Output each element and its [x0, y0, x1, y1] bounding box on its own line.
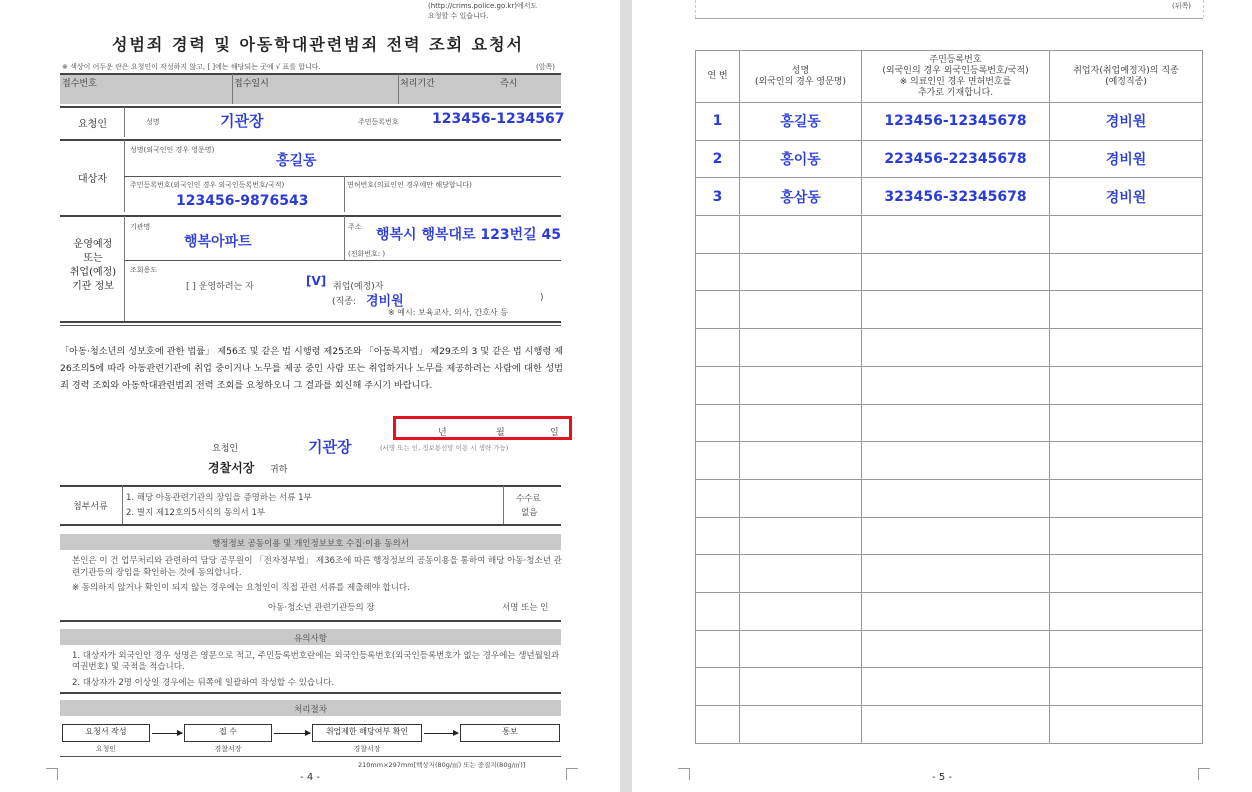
header-note: (http://crims.police.go.kr)에서도 요청할 수 있습니다.	[428, 2, 538, 20]
receipt-date-label: 접수일시	[234, 79, 269, 89]
sign-requester-label: 요청인	[212, 444, 239, 454]
row-name[interactable]: 홍이동	[740, 140, 862, 178]
consent-sign-label: 아동·청소년 관련기관등의 장	[268, 603, 375, 613]
receipt-no-label: 접수번호	[62, 79, 97, 89]
address[interactable]: 행복시 행복대로 123번길 45	[376, 227, 562, 243]
row-rrn[interactable]: 223456-22345678	[862, 140, 1050, 178]
subject-name-label: 성명(외국인인 경우 영문명)	[130, 146, 215, 154]
license-label: 면허번호(의료인인 경우에만 해당합니다)	[347, 181, 472, 189]
phone-label: (전화번호: )	[348, 250, 386, 258]
row-seq[interactable]: 1	[696, 103, 740, 141]
requester-rrn[interactable]: 123456-1234567	[432, 111, 565, 127]
page-4	[0, 0, 620, 792]
attach-item-1: 1. 해당 아동관련기관의 장임을 증명하는 서류 1부	[126, 493, 312, 503]
consent-text: 본인은 이 건 업무처리와 관련하여 담당 공무원이 「전자정부법」 제36조에 따른 행정정보의 공동이용을 통하여 해당 아동·청소년 관련기관등의 장임을 확인하는 것에 동의합니다.	[72, 556, 562, 578]
row-seq[interactable]: 2	[696, 140, 740, 178]
row-rrn[interactable]: 323456-32345678	[862, 178, 1050, 216]
empty-row	[696, 592, 1203, 630]
empty-row	[696, 366, 1203, 404]
org-name[interactable]: 행복아파트	[184, 234, 252, 250]
empty-row	[696, 404, 1203, 442]
process-step-3: 취업제한 해당여부 확인	[312, 724, 422, 742]
table-row	[696, 178, 1203, 216]
job-value[interactable]: 경비원	[366, 294, 404, 309]
empty-row	[696, 517, 1203, 555]
header-name: 성명 (외국인의 경우 영문명)	[740, 51, 862, 103]
purpose-option-employee-check[interactable]: [V]	[306, 274, 327, 288]
fee-label: 수수료	[516, 494, 541, 504]
request-body-text: 「아동·청소년의 성보호에 관한 법률」 제56조 및 같은 법 시행령 제25조와 「아동복지법」 제29조의 3 및 같은 법 시행령 제26조의5에 따라 아동관련기관에 취업 중이거나 노무를 제공 중인 사람 또는 취업하거나 노무를 제공하려는 사람에 대한 성범죄 경력 조회와 아동학대관련범죄 전력 조회를 요청하오니 그 결과를 회신해 주시기 바랍니다.	[60, 346, 563, 391]
empty-row	[696, 291, 1203, 329]
sign-note: (서명 또는 인, 정보통신망 이용 시 생략 가능)	[380, 444, 509, 452]
subject-table	[695, 50, 1203, 744]
processing-label: 처리기간	[400, 79, 435, 89]
empty-row	[696, 216, 1203, 254]
date-day[interactable]: 일	[550, 428, 559, 438]
subject-name[interactable]: 홍길동	[276, 153, 317, 169]
police-suffix: 귀하	[270, 465, 288, 475]
process-step-4: 통보	[460, 724, 560, 742]
fee-value: 없음	[521, 508, 538, 518]
processing-value: 즉시	[500, 79, 518, 89]
paper-spec: 210mm×297mm[백상지(80g/㎡) 또는 중질지(80g/㎡)]	[358, 761, 526, 769]
job-label: (직종:	[332, 297, 356, 307]
subject-label: 대상자	[78, 174, 107, 185]
header-rrn: 주민등록번호 (외국인의 경우 외국인등록번호/국적) ※ 의료인인 경우 면허번호를 추가로 기재합니다.	[862, 51, 1050, 103]
empty-row	[696, 668, 1203, 706]
purpose-option-operator[interactable]: [ ] 운영하려는 자	[186, 282, 254, 292]
date-highlight-box	[393, 416, 572, 440]
sign-requester-value[interactable]: 기관장	[308, 438, 352, 456]
subject-rrn[interactable]: 123456-9876543	[176, 193, 309, 209]
page-5	[632, 0, 1252, 792]
attach-item-2: 2. 별지 제12호의5서식의 동의서 1부	[126, 508, 266, 518]
consent-title: 행정정보 공동이용 및 개인정보보호 수집·이용 동의서	[212, 539, 409, 549]
example-note: ※ 예시: 보육교사, 의사, 간호사 등	[388, 308, 508, 317]
page-number-4: - 4 -	[300, 772, 320, 783]
empty-row	[696, 479, 1203, 517]
date-month[interactable]: 월	[496, 428, 505, 438]
arrow-right-icon	[152, 733, 182, 734]
date-year[interactable]: 년	[438, 428, 447, 438]
org-label: 운영예정 또는 취업(예정) 기관 정보	[69, 239, 117, 292]
notice-title: 유의사항	[294, 634, 327, 644]
row-job[interactable]: 경비원	[1050, 103, 1203, 141]
instruction-note: ※ 색상이 어두운 란은 요청인이 작성하지 않고, [ ]에는 해당되는 곳에 √ 표를 합니다.	[62, 63, 321, 71]
table-row	[696, 140, 1203, 178]
header-seq: 연 번	[696, 51, 740, 103]
requester-name[interactable]: 기관장	[220, 112, 264, 130]
address-label: 주소	[348, 223, 362, 231]
empty-row	[696, 253, 1203, 291]
empty-row	[696, 442, 1203, 480]
row-job[interactable]: 경비원	[1050, 178, 1203, 216]
row-rrn[interactable]: 123456-12345678	[862, 103, 1050, 141]
receipt-row	[60, 74, 561, 104]
process-step-1: 요청서 작성	[62, 724, 150, 742]
page-side-front: (앞쪽)	[536, 63, 555, 71]
police-chief: 경찰서장	[208, 461, 255, 475]
purpose-label: 조회용도	[130, 266, 158, 274]
attach-label: 첨부서류	[73, 502, 108, 512]
row-name[interactable]: 홍삼동	[740, 178, 862, 216]
notice-item-2: 2. 대상자가 2명 이상일 경우에는 뒤쪽에 일괄하여 작성할 수 있습니다.	[72, 678, 335, 688]
purpose-option-employee: 취업(예정)자	[333, 282, 384, 292]
requester-label: 요청인	[78, 119, 107, 130]
empty-row	[696, 555, 1203, 593]
empty-row	[696, 329, 1203, 367]
form-title: 성범죄 경력 및 아동학대관련범죄 전력 조회 요청서	[112, 35, 524, 54]
org-name-label: 기관명	[130, 223, 151, 231]
arrow-right-icon	[424, 733, 458, 734]
requester-rrn-label: 주민등록번호	[358, 118, 399, 126]
job-close: )	[540, 293, 544, 303]
table-row	[696, 103, 1203, 141]
empty-row	[696, 630, 1203, 668]
row-job[interactable]: 경비원	[1050, 140, 1203, 178]
empty-row	[696, 706, 1203, 744]
row-seq[interactable]: 3	[696, 178, 740, 216]
row-name[interactable]: 홍길동	[740, 103, 862, 141]
header-job: 취업자(취업예정자)의 직종 (예정직종)	[1050, 51, 1203, 103]
page-side-back: (뒤쪽)	[1172, 2, 1191, 10]
consent-sign-value[interactable]: 서명 또는 인	[502, 603, 549, 613]
notice-item-1: 1. 대상자가 외국인인 경우 성명은 영문으로 적고, 주민등록번호란에는 외국인등록번호(외국인등록번호가 없는 경우에는 생년월일과 여권번호) 및 국적을 적습니다.	[72, 651, 560, 672]
process-step-2: 접 수	[184, 724, 272, 742]
arrow-right-icon	[274, 733, 310, 734]
process-actor-1: 요청인	[95, 745, 117, 753]
process-title: 처리절차	[294, 705, 327, 715]
process-actor-2: 경찰서장	[214, 745, 242, 753]
process-actor-3: 경찰서장	[353, 745, 381, 753]
subject-rrn-label: 주민등록번호(외국인인 경우 외국인등록번호/국적)	[130, 181, 285, 189]
consent-note: ※ 동의하지 않거나 확인이 되지 않는 경우에는 요청인이 직접 관련 서류를 제출해야 합니다.	[72, 583, 410, 593]
requester-name-label: 성명	[146, 118, 160, 126]
page-number-5: - 5 -	[932, 772, 952, 783]
